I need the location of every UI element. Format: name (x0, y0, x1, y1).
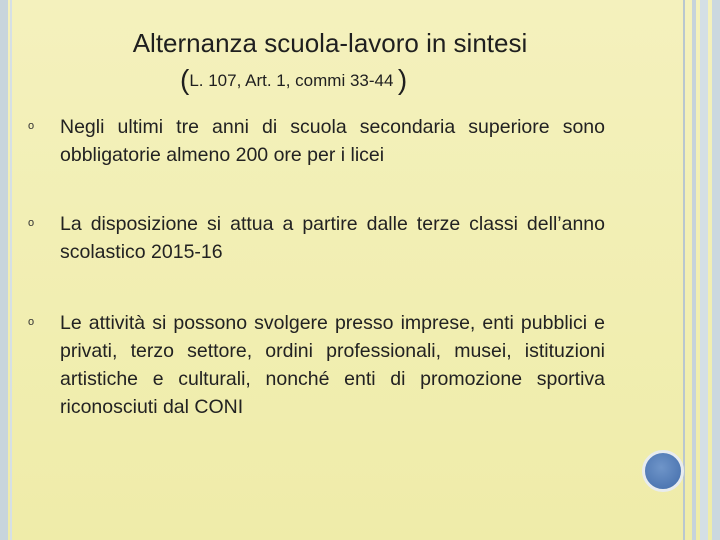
slide-title: Alternanza scuola-lavoro in sintesi (132, 28, 528, 58)
bullet-marker-icon: o (28, 120, 35, 132)
subtitle-close-paren: ) (397, 64, 408, 95)
decorative-circle-icon (642, 450, 684, 492)
bullet-text: Le attività si possono svolgere presso imprese, enti pubblici e privati, terzo settore, ordini professionali, musei, istituzioni artistiche e culturali, nonché enti di promozione sportiva riconosciuti dal CONI (60, 312, 605, 418)
left-border-line-thin (10, 0, 12, 540)
bullet-text: Negli ultimi tre anni di scuola secondaria superiore sono obbligatorie almeno 200 ore per i licei (60, 116, 605, 166)
right-border-line (700, 0, 708, 540)
left-border-line (0, 0, 8, 540)
bullet-marker-icon: o (28, 316, 35, 328)
subtitle-text: L. 107, Art. 1, commi 33-44 (189, 71, 394, 90)
bullet-marker-icon: o (28, 217, 35, 229)
right-border-line (712, 0, 720, 540)
right-border-line (683, 0, 685, 540)
right-border-line (692, 0, 696, 540)
subtitle-open-paren: ( (180, 64, 190, 95)
slide-subtitle (180, 64, 407, 96)
bullet-text: La disposizione si attua a partire dalle terze classi dell’anno scolastico 2015-16 (60, 213, 605, 263)
